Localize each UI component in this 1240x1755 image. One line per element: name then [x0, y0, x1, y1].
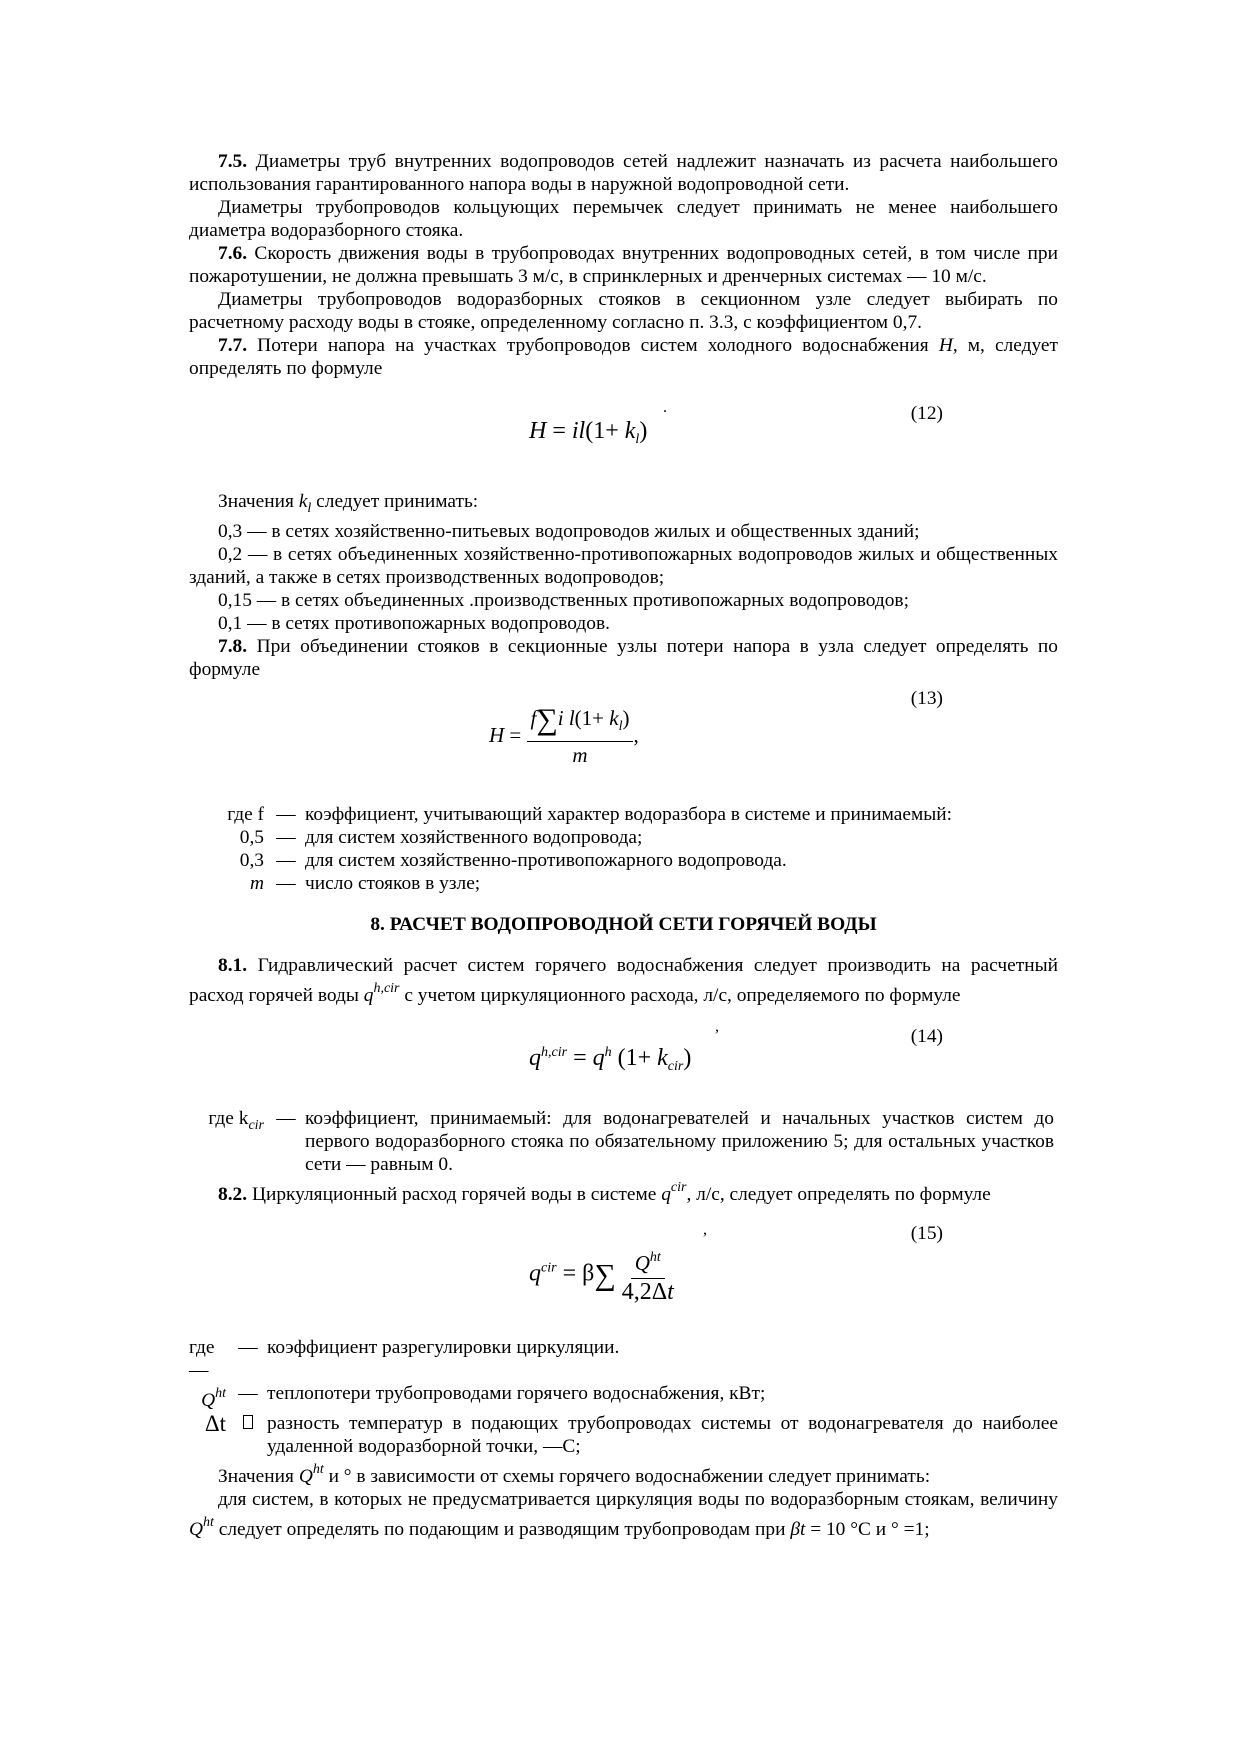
clause-number: 7.5. — [218, 151, 248, 172]
formula-14-number: (14) — [910, 1026, 943, 1047]
paragraph-8-1: 8.1. Гидравлический расчет систем горячего водоснабжения следует производить на расчетный расход горячей воды $q^{h,cir}$ с учетом циркуляционного расхода, л/с, определяемого по формуле — [189, 955, 1058, 1006]
formula-15-definitions: где— — коэффициент разрегулировки циркуляции. $Q^{ht}$ — теплопотери трубопроводами горячего водоснабжения, кВт; Δt разность температур в подающих трубопроводах системы от водонагревателя до наиболее удаленной водоразборной точки, —С; — [189, 1337, 1058, 1457]
paragraph-qht-values: Значения $Q^{ht}$ и ° в зависимости от схемы горячего водоснабжении следует принимать: — [218, 1462, 931, 1487]
kl-item: 0,2 — в сетях объединенных хозяйственно-противопожарных водопроводов жилых и общественных зданий, а также в сетях производственных водопроводов; — [189, 544, 1058, 588]
formula-12-punct: . — [663, 399, 667, 416]
formula-15-fraction: $\frac{Q^{ht}}{4,2\Delta t}$ — [622, 1246, 674, 1304]
kl-item: 0,15 — в сетях объединенных .производственных противопожарных водопроводов; — [218, 590, 909, 611]
formula-15-number: (15) — [910, 1223, 943, 1244]
clause-number: 7.7. — [218, 335, 248, 356]
formula-13-expression: H = $\frac{f\sum i l(1+ k_l)}{m}$ , — [489, 703, 639, 767]
formula-15-expression: $q^{cir} = \beta\sum$ $\frac{Q^{ht}}{4,2\Delta t}$ — [529, 1246, 674, 1304]
missing-glyph-box — [243, 1415, 253, 1429]
paragraph-no-circulation: для систем, в которых не предусматривается циркуляция воды по водоразборным стоякам, величину $Q^{ht}$ следует определять по подающим и разводящим трубопроводам при βt = 10 °С и ° =1; — [189, 1489, 1058, 1540]
clause-number: 8.2. — [218, 1184, 248, 1205]
clause-number: 7.6. — [218, 243, 248, 264]
formula-14 — [189, 1007, 1058, 1105]
formula-12-expression: $H = il(1+ k_l)$ — [529, 418, 648, 447]
clause-number: 7.8. — [218, 636, 248, 657]
paragraph-7-6-b: Диаметры трубопроводов водоразборных стояков в секционном узле следует выбирать по расчетному расходу воды в стояке, определенному согласно п. 3.3, с коэффициентом 0,7. — [189, 289, 1058, 333]
kl-intro: Значения $k_l$ следует принимать: — [218, 491, 479, 516]
paragraph-7-6: 7.6. Скорость движения воды в трубопроводах внутренних водопроводных сетей, в том числе при пожаротушении, не должна превышать 3 м/с, в спринклерных и дренчерных системах — 10 м/с. — [189, 243, 1058, 287]
formula-13-number: (13) — [910, 688, 943, 709]
formula-15 — [189, 1206, 1058, 1336]
formula-13-definitions: где f — коэффициент, учитывающий характер водоразбора в системе и принимаемый: 0,5 — для систем хозяйственного водопровода; 0,3 — для систем хозяйственно-противопожарного водопровода. m — число стояков в узле; — [227, 804, 953, 894]
paragraph-7-7: 7.7. Потери напора на участках трубопроводов систем холодного водоснабжения H, м, следует определять по формуле — [189, 335, 1058, 379]
formula-15-punct: , — [703, 1221, 707, 1238]
section-8-title: 8. РАСЧЕТ ВОДОПРОВОДНОЙ СЕТИ ГОРЯЧЕЙ ВОДЫ — [370, 914, 877, 935]
kl-item: 0,3 — в сетях хозяйственно-питьевых водопроводов жилых и общественных зданий; — [218, 521, 920, 542]
formula-12 — [189, 380, 1058, 490]
formula-14-expression: $q^{h,cir} = q^h$ $(1+ k_{cir})$ — [529, 1045, 692, 1074]
paragraph-7-5: 7.5. Диаметры труб внутренних водопроводов сетей надлежит назначать из расчета наибольшего использования гарантированного напора воды в наружной водопроводной сети. — [189, 151, 1058, 195]
paragraph-7-5-b: Диаметры трубопроводов кольцующих перемычек следует принимать не менее наибольшего диаметра водоразборного стояка. — [189, 197, 1058, 241]
document-page — [189, 150, 1058, 1541]
kl-item: 0,1 — в сетях противопожарных водопроводов. — [218, 613, 610, 634]
formula-13-fraction: $\frac{f\sum i l(1+ k_l)}{m}$ — [527, 707, 634, 767]
formula-14-punct: , — [715, 1018, 719, 1035]
formula-14-definition: где $k_{cir}$ — коэффициент, принимаемый: для водонагревателей и начальных участков систем до первого водоразборного стояка по обязательному приложению 5; для остальных участков сети — равным 0. — [208, 1108, 1054, 1175]
paragraph-7-8: 7.8. При объединении стояков в секционные узлы потери напора в узла следует определять по формуле — [189, 636, 1058, 680]
formula-13 — [189, 681, 1058, 801]
clause-number: 8.1. — [218, 955, 248, 976]
formula-12-number: (12) — [910, 403, 943, 424]
paragraph-8-2: 8.2. Циркуляционный расход горячей воды в системе $q^{cir}$, л/с, следует определять по формуле — [218, 1180, 991, 1205]
